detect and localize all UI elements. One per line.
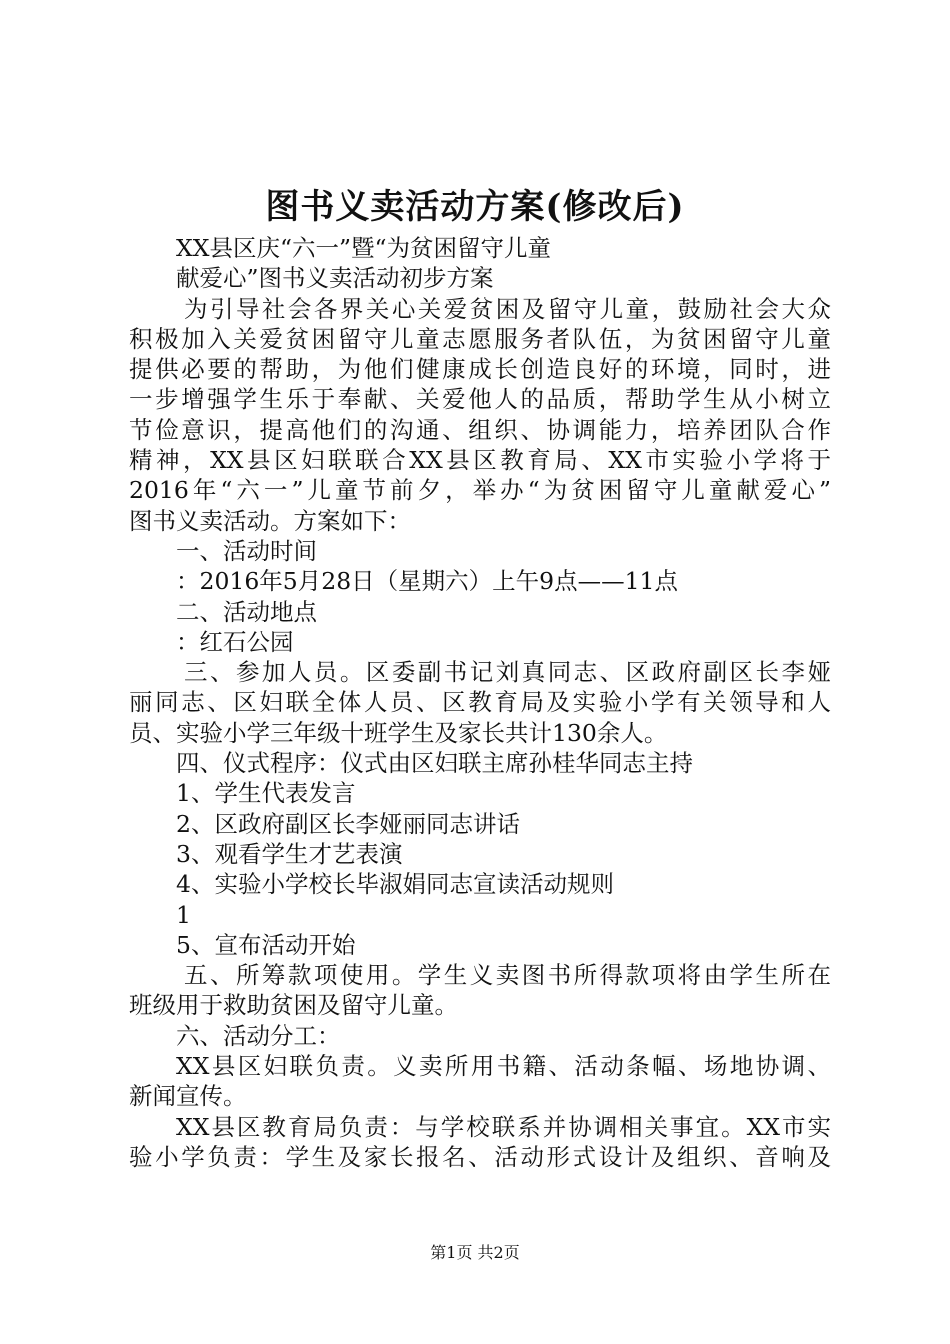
text-line: 丽同志、区妇联全体人员、区教育局及实验小学有关领导和人	[129, 688, 831, 717]
list-item: 2、区政府副区长李娅丽同志讲话	[176, 809, 520, 838]
text-line: 节俭意识，提高他们的沟通、组织、协调能力，培养团队合作	[129, 415, 831, 444]
text-line: 为引导社会各界关心关爱贫困及留守儿童，鼓励社会大众	[184, 294, 831, 323]
text-line: 献爱心”图书义卖活动初步方案	[176, 264, 494, 293]
list-item: 5、宣布活动开始	[176, 930, 356, 959]
section-heading: 二、活动地点	[176, 597, 317, 626]
list-item: 1、学生代表发言	[176, 779, 356, 808]
section-heading: 六、活动分工：	[176, 1021, 341, 1050]
section-heading: 一、活动时间	[176, 536, 317, 565]
text-line: ：2016年5月28日（星期六）上午9点——11点	[176, 567, 679, 596]
text-line: XX县区教育局负责：与学校联系并协调相关事宜。XX市实	[176, 1112, 831, 1141]
text-line: 验小学负责：学生及家长报名、活动形式设计及组织、音响及	[129, 1142, 831, 1171]
text-line: XX县区庆“六一”暨“为贫困留守儿童	[176, 234, 552, 262]
text-line: 精神，XX县区妇联联合XX县区教育局、XX市实验小学将于	[129, 446, 831, 475]
text-line: 积极加入关爱贫困留守儿童志愿服务者队伍，为贫困留守儿童	[129, 324, 831, 353]
text-line: 三、参加人员。区委副书记刘真同志、区政府副区长李娅	[184, 658, 831, 687]
text-line: 提供必要的帮助，为他们健康成长创造良好的环境，同时，进	[129, 355, 831, 384]
document-title: 图书义卖活动方案(修改后)	[265, 187, 685, 227]
text-line: 图书义卖活动。方案如下：	[129, 506, 411, 535]
document-body	[129, 233, 831, 1172]
text-line: 2016年“六一”儿童节前夕，举办“为贫困留守儿童献爱心”	[129, 476, 831, 505]
list-item: 4、实验小学校长毕淑娟同志宣读活动规则	[176, 870, 614, 899]
text-line: 1	[176, 900, 191, 929]
text-line: 员、实验小学三年级十班学生及家长共计130余人。	[129, 718, 668, 747]
text-line: 五、所筹款项使用。学生义卖图书所得款项将由学生所在	[184, 961, 831, 990]
text-line: XX县区妇联负责。义卖所用书籍、活动条幅、场地协调、	[176, 1052, 831, 1081]
text-line: ：红石公园	[176, 627, 294, 656]
list-item: 3、观看学生才艺表演	[176, 839, 403, 868]
text-line: 班级用于救助贫困及留守儿童。	[129, 991, 458, 1020]
text-line: 一步增强学生乐于奉献、关爱他人的品质，帮助学生从小树立	[129, 385, 831, 414]
section-heading: 四、仪式程序：仪式由区妇联主席孙桂华同志主持	[176, 749, 693, 778]
page-number: 第1页 共2页	[430, 1243, 520, 1262]
text-line: 新闻宣传。	[129, 1082, 247, 1111]
